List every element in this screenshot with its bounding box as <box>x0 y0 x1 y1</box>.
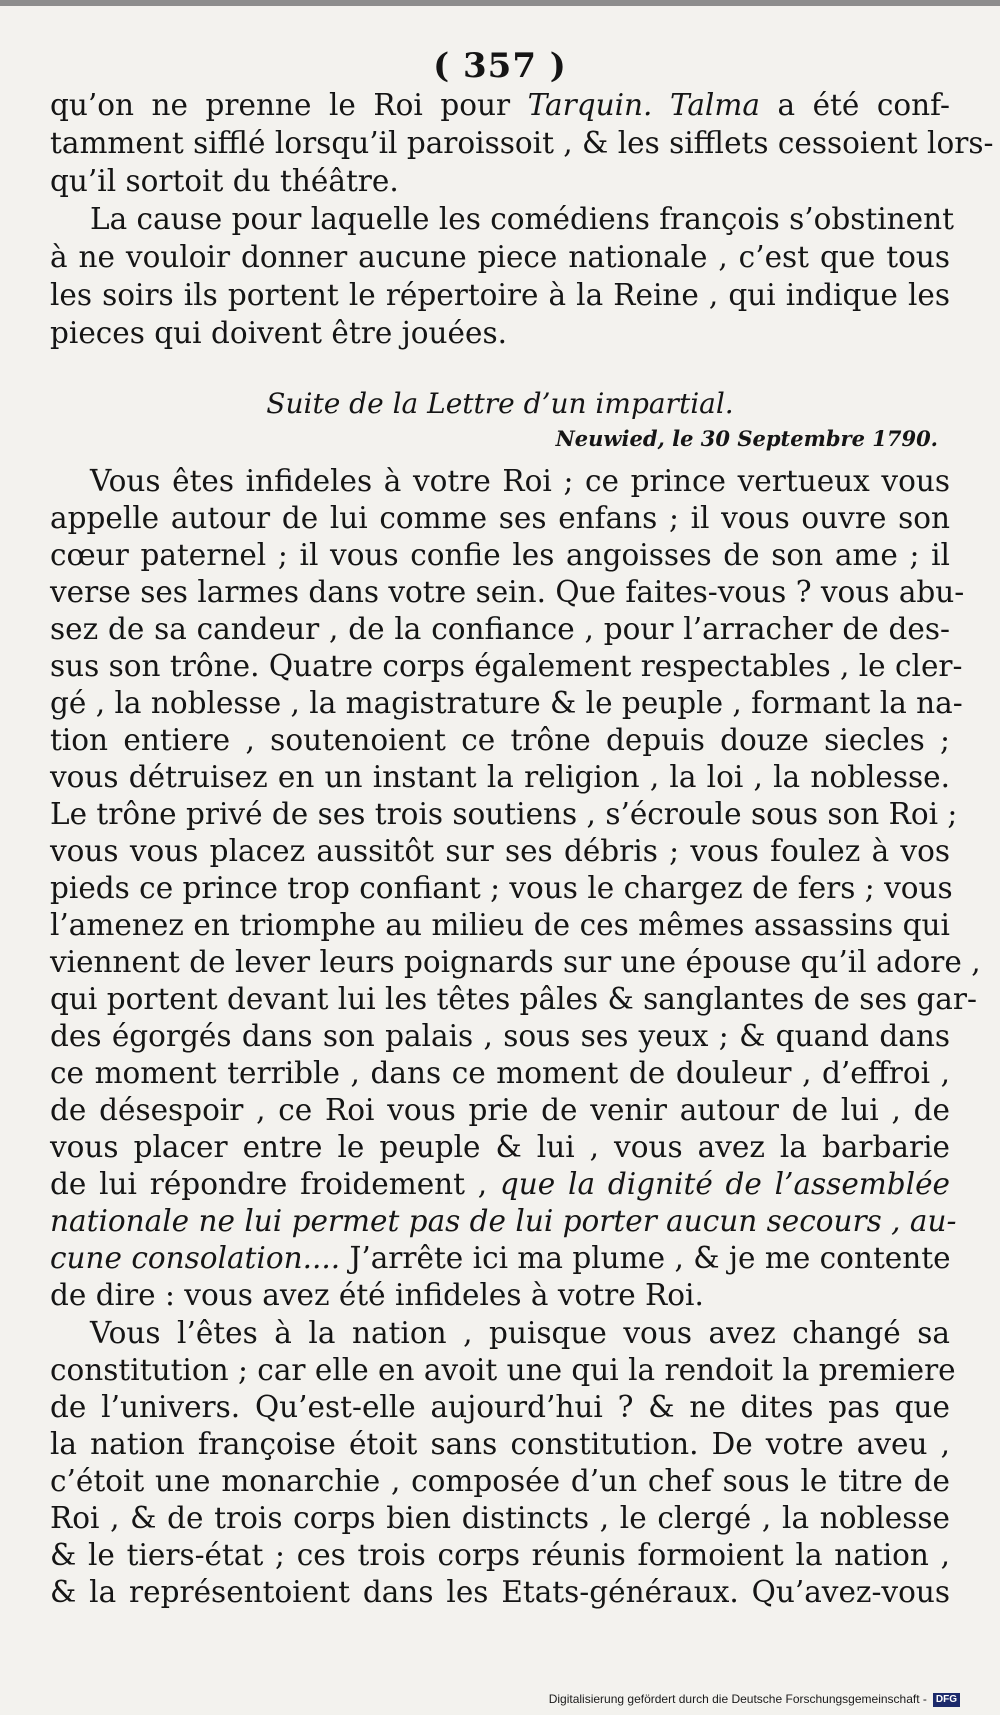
text-line: cœur paternel ; il vous confie les angoisses de son ame ; il <box>50 538 950 572</box>
text-line: appelle autour de lui comme ses enfans ; il vous ouvre son <box>50 501 950 535</box>
text-line: pieces qui doivent être jouées. <box>50 316 507 350</box>
section-heading: Suite de la Lettre d’un impartial. <box>266 387 734 420</box>
text-line: à ne vouloir donner aucune piece nationale , c’est que tous <box>50 240 950 274</box>
text-italic: que la dignité de l’assemblée <box>499 1167 950 1201</box>
text-line <box>50 1239 950 1277</box>
text-line: Le trône privé de ses trois soutiens , s’écroule sous son Roi ; <box>50 797 958 831</box>
text-line: sus son trône. Quatre corps également respectables , le cler- <box>50 649 963 683</box>
text-line: La cause pour laquelle les comédiens françois s’obstinent <box>90 202 954 236</box>
text-line: verse ses larmes dans votre sein. Que faites-vous ? vous abu- <box>50 575 965 609</box>
text-line: pieds ce prince trop confiant ; vous le chargez de fers ; vous <box>50 871 953 905</box>
digitization-credit <box>549 1691 960 1707</box>
text-line: l’amenez en triomphe au milieu de ces mêmes assassins qui <box>50 908 950 942</box>
dateline: Neuwied, le 30 Septembre 1790. <box>555 426 938 451</box>
text-italic: cune consolation.... <box>50 1241 341 1275</box>
text-line: vous détruisez en un instant la religion , la loi , la noblesse. <box>50 760 950 794</box>
text-roman: qu’on ne prenne le Roi pour <box>50 88 528 122</box>
text-line: qui portent devant lui les têtes pâles & sanglantes de ses gar- <box>50 982 977 1016</box>
text-line: vous placer entre le peuple & lui , vous avez la barbarie <box>50 1130 950 1164</box>
text-line <box>50 86 950 124</box>
text-line: tion entiere , soutenoient ce trône depuis douze siecles ; <box>50 723 950 757</box>
text-line: Vous l’êtes à la nation , puisque vous avez changé sa <box>90 1316 950 1350</box>
text-line: de l’univers. Qu’est-elle aujourd’hui ? & ne dites pas que <box>50 1390 950 1424</box>
text-line: viennent de lever leurs poignards sur une épouse qu’il adore , <box>50 945 981 979</box>
text-line: & le tiers-état ; ces trois corps réunis formoient la nation , <box>50 1538 950 1572</box>
text-line: vous vous placez aussitôt sur ses débris ; vous foulez à vos <box>50 834 950 868</box>
text-line: de dire : vous avez été infideles à votre Roi. <box>50 1278 704 1312</box>
text-line: sez de sa candeur , de la confiance , pour l’arracher de des- <box>50 612 950 646</box>
text-line: constitution ; car elle en avoit une qui la rendoit la premiere <box>50 1353 956 1387</box>
book-page <box>50 46 994 1666</box>
text-line: des égorgés dans son palais , sous ses yeux ; & quand dans <box>50 1019 950 1053</box>
text-line: la nation françoise étoit sans constitution. De votre aveu , <box>50 1427 950 1461</box>
text-line: c’étoit une monarchie , composée d’un chef sous le titre de <box>50 1464 950 1498</box>
text-roman: J’arrête ici ma plume , & je me contente <box>340 1241 951 1275</box>
text-line <box>50 1202 957 1240</box>
page-number: ( 357 ) <box>433 46 567 86</box>
text-line: gé , la noblesse , la magistrature & le peuple , formant la na- <box>50 686 963 720</box>
text-line: & la représentoient dans les Etats-généraux. Qu’avez-vous <box>50 1575 950 1609</box>
text-roman: a été conf- <box>759 88 951 122</box>
text-line: les soirs ils portent le répertoire à la Reine , qui indique les <box>50 278 950 312</box>
text-line <box>50 1165 950 1203</box>
text-line: ce moment terrible , dans ce moment de douleur , d’effroi , <box>50 1056 950 1090</box>
text-line: qu’il sortoit du théâtre. <box>50 164 399 198</box>
text-roman: de lui répondre froidement , <box>50 1167 500 1201</box>
text-italic: nationale ne lui permet pas de lui porter aucun secours , au- <box>50 1204 957 1238</box>
text-line: Vous êtes infideles à votre Roi ; ce prince vertueux vous <box>90 464 950 498</box>
text-line: de désespoir , ce Roi vous prie de venir autour de lui , de <box>50 1093 950 1127</box>
dfg-logo: DFG <box>933 1693 960 1707</box>
text-line: tamment sifflé lorsqu’il paroissoit , & les sifflets cessoient lors- <box>50 126 994 160</box>
scan-edge <box>0 0 1000 6</box>
text-italic: Tarquin. Talma <box>527 88 760 122</box>
text-line: Roi , & de trois corps bien distincts , le clergé , la noblesse <box>50 1501 950 1535</box>
credit-text: Digitalisierung gefördert durch die Deutsche Forschungsgemeinschaft - <box>548 1692 927 1706</box>
